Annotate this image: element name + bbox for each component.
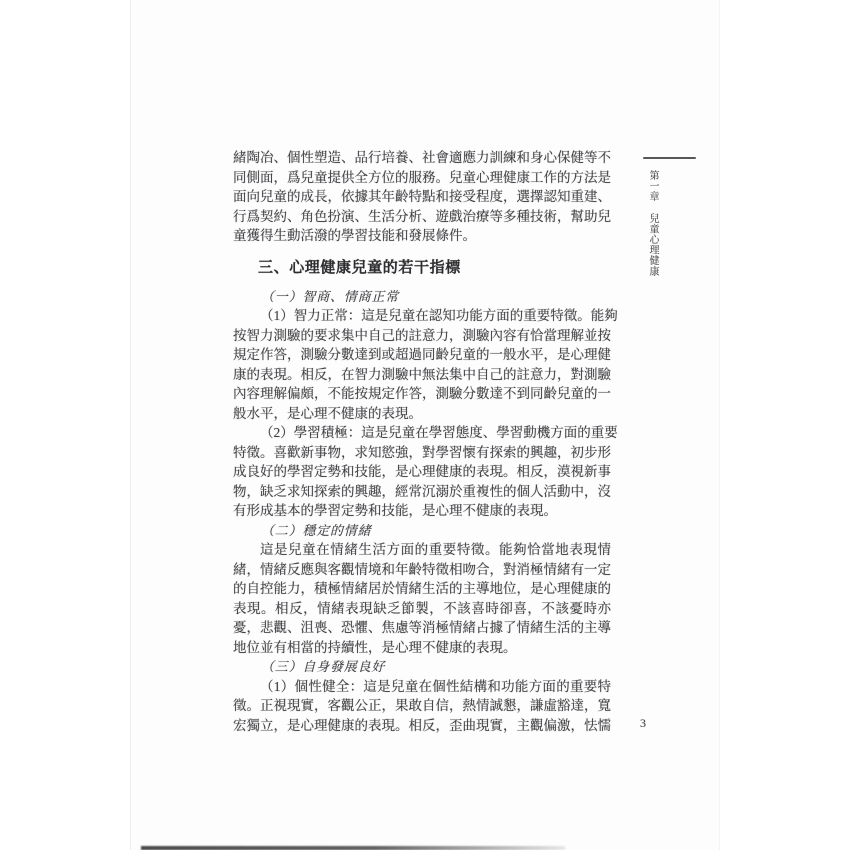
text-line: （2）學習積極：這是兒童在學習態度、學習動機方面的重要 — [260, 425, 618, 440]
text-line: （1）個性健全：這是兒童在個性結構和功能方面的重要特 — [260, 678, 611, 694]
text-line: 規定作答，測驗分數達到或超過同齡兒童的一般水平，是心理健 — [233, 347, 611, 362]
text-line: 成良好的學習定勢和技能，是心理健康的表現。相反，漠視新事 — [233, 464, 611, 479]
scan-edge-artifact — [141, 846, 565, 850]
section-heading: 三、心理健康兒童的若干指標 — [258, 259, 461, 276]
text-line: 同側面，爲兒童提供全方位的服務。兒童心理健康工作的方法是 — [233, 169, 611, 185]
chapter-marker-rule — [643, 157, 696, 159]
chapter-sidebar — [645, 170, 660, 276]
text-line: 特徵。喜歡新事物，求知慾強，對學習懷有探索的興趣，初步形 — [233, 444, 611, 460]
text-line: 表現。相反，情緒表現缺乏節製，不該喜時卻喜，不該憂時亦 — [233, 600, 611, 616]
text-line: 康的表現。相反，在智力測驗中無法集中自己的註意力，對測驗 — [233, 366, 611, 382]
page-number: 3 — [640, 716, 646, 730]
chapter-title: 兒童心理健康 — [647, 212, 658, 277]
subsection-heading-3: （三）自身發展良好 — [261, 659, 386, 674]
text-line: 物，缺乏求知探索的興趣，經常沉溺於重複性的個人活動中，沒 — [233, 483, 611, 499]
text-line: 宏獨立，是心理健康的表現。相反，歪曲現實，主觀偏激，怯懦 — [233, 717, 611, 733]
text-line: 面向兒童的成長，依據其年齡特點和接受程度，選擇認知重建、 — [233, 189, 611, 204]
text-line: 地位並有相當的持續性，是心理不健康的表現。 — [233, 639, 517, 655]
text-line: 緒，情緒反應與客觀情境和年齡特徵相吻合，對消極情緒有一定 — [233, 561, 611, 577]
subsection-heading-1: （一）智商、情商正常 — [261, 288, 400, 304]
text-line: 按智力測驗的要求集中自己的註意力，測驗內容有恰當理解並按 — [233, 327, 611, 343]
subsection-heading-2: （二）穩定的情緒 — [261, 522, 372, 538]
paragraph-intelligence — [233, 306, 618, 423]
chapter-label: 第一章 — [647, 170, 658, 202]
text-line: （1）智力正常：這是兒童在認知功能方面的重要特徵。能夠 — [260, 308, 618, 323]
text-line: 緒陶冶、個性塑造、品行培養、社會適應力訓練和身心保健等不 — [233, 150, 611, 165]
paragraph-personality — [233, 677, 611, 736]
text-line: 有形成基本的學習定勢和技能，是心理不健康的表現。 — [233, 503, 557, 518]
intro-paragraph — [233, 148, 611, 246]
paragraph-emotion — [233, 540, 611, 657]
text-line: 憂，悲觀、沮喪、恐懼、焦慮等消極情緒占據了情緒生活的主導 — [233, 620, 611, 635]
text-line: 童獲得生動活潑的學習技能和發展條件。 — [233, 228, 476, 243]
text-line: 徵。正視現實，客觀公正，果敢自信，熱情誠懇，謙虛豁達，寬 — [233, 698, 611, 713]
text-line: 行爲契約、角色扮演、生活分析、遊戲治療等多種技術，幫助兒 — [233, 208, 611, 224]
page-paper — [130, 0, 720, 850]
text-line: 內容理解偏頗，不能按規定作答，測驗分數達不到同齡兒童的一 — [233, 386, 611, 401]
text-line: 這是兒童在情緒生活方面的重要特徵。能夠恰當地表現情 — [260, 542, 611, 557]
body-text-column — [233, 148, 618, 735]
text-line: 的自控能力，積極情緒居於情緒生活的主導地位，是心理健康的 — [233, 581, 611, 596]
text-line: 般水平，是心理不健康的表現。 — [233, 405, 422, 421]
paragraph-learning — [233, 423, 618, 521]
